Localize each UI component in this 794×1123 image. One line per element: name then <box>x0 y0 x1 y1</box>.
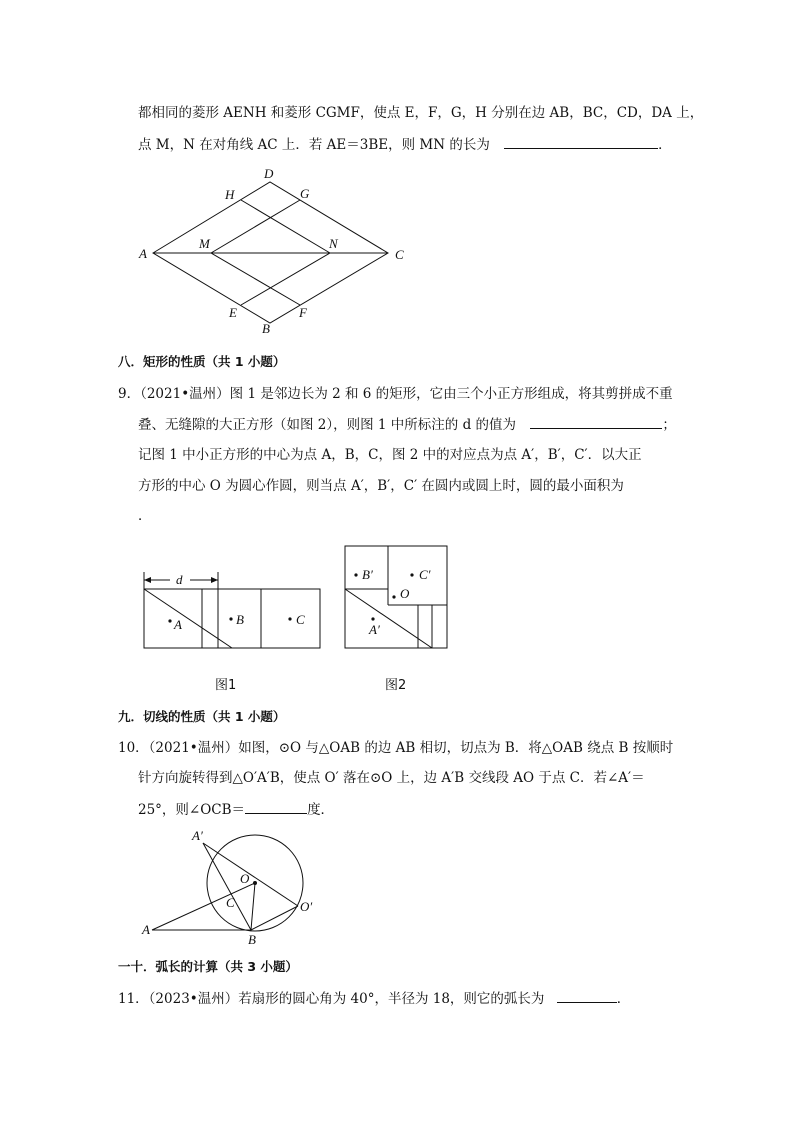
q11-text-body: 11．（2023•温州）若扇形的圆心角为 40°，半径为 18，则它的弧长为 <box>118 991 545 1007</box>
label-b: B <box>262 321 270 336</box>
q10-answer-blank[interactable] <box>245 799 307 814</box>
fig1-label-b: B <box>236 612 244 627</box>
label-d: D <box>264 166 274 181</box>
center-dot-b-prime <box>354 573 357 576</box>
figure-2-caption: 图2 <box>385 678 407 693</box>
label-a: A <box>139 246 147 261</box>
q8-text-line1: 都相同的菱形 AENH 和菱形 CGMF，使点 E，F，G，H 分别在边 AB，BC，CD，DA 上， <box>138 105 704 121</box>
label-d-dimension: d <box>176 572 183 587</box>
q10-label-c: C <box>226 895 235 910</box>
fig1-label-c: C <box>296 612 305 627</box>
arrowhead-right <box>211 577 218 583</box>
center-dot-c-prime <box>410 573 413 576</box>
segment-ao <box>152 883 255 930</box>
label-n: N <box>329 236 338 251</box>
label-h: H <box>225 187 235 202</box>
q11-answer-blank[interactable] <box>557 988 617 1003</box>
fig1-label-a: A <box>174 617 182 632</box>
arrowhead-left <box>144 577 151 583</box>
section-heading-10: 一十．弧长的计算（共 3 小题） <box>118 959 298 974</box>
q8-text-end: ． <box>658 137 672 153</box>
q9-text-line2-end: ； <box>662 417 676 433</box>
segment-hn <box>241 200 330 253</box>
q8-text-line2 <box>138 134 672 155</box>
q10-text-line3-end: 度． <box>307 802 335 818</box>
rhombus-abcd <box>153 182 388 323</box>
q9-text-line2 <box>138 414 676 435</box>
q10-label-a: A <box>142 922 150 937</box>
section-heading-8: 八．矩形的性质（共 1 小题） <box>118 354 286 369</box>
label-e: E <box>229 305 237 320</box>
q11-text <box>118 988 630 1009</box>
q10-label-b: B <box>248 932 256 947</box>
q9-text-line2-body: 叠、无缝隙的大正方形（如图 2），则图 1 中所标注的 d 的值为 <box>138 417 517 433</box>
q9-answer-blank-d[interactable] <box>530 414 662 429</box>
q8-text-line2-body: 点 M，N 在对角线 AC 上．若 AE＝3BE，则 MN 的长为 <box>138 137 490 153</box>
label-c: C <box>395 247 404 262</box>
q10-text-line2: 针方向旋转得到△O′A′B，使点 O′ 落在⊙O 上，边 A′B 交线段 AO 于点 C．若∠A′＝ <box>138 770 645 786</box>
fig2-label-c: C′ <box>419 567 431 582</box>
segment-mf <box>211 253 300 305</box>
segment-bo-prime <box>251 906 298 930</box>
q9-text-line5: ． <box>138 508 152 524</box>
circle-o <box>207 835 303 931</box>
q11-text-end: ． <box>616 991 631 1007</box>
section-heading-9: 九．切线的性质（共 1 小题） <box>118 709 286 724</box>
q9-text-line3: 记图 1 中小正方形的中心为点 A，B，C，图 2 中的对应点为点 A′，B′，C′．以大正 <box>138 447 642 463</box>
figure-1-rectangle <box>144 572 320 648</box>
center-dot-o <box>253 881 257 885</box>
center-dot-b <box>229 617 232 620</box>
fig2-label-b: B′ <box>362 567 373 582</box>
figure-2-square <box>345 546 447 648</box>
center-dot-a-prime <box>371 617 374 620</box>
center-dot-a <box>168 619 171 622</box>
q9-text-line1: 9．（2021•温州）图 1 是邻边长为 2 和 6 的矩形，它由三个小正方形组成，将其剪拼成不重 <box>118 386 673 402</box>
segment-a-prime-b <box>203 843 251 930</box>
segment-a-prime-o-prime <box>203 843 298 906</box>
center-dot-o <box>392 595 395 598</box>
segment-mg <box>211 200 300 253</box>
label-m: M <box>199 236 210 251</box>
fig2-label-o: O <box>400 586 410 601</box>
q10-label-o-prime: O′ <box>300 899 313 914</box>
label-g: G <box>300 186 310 201</box>
fig2-label-a: A′ <box>369 622 380 637</box>
q10-text-line1: 10．（2021•温州）如图，⊙O 与△OAB 的边 AB 相切，切点为 B．将△OAB 绕点 B 按顺时 <box>118 740 674 756</box>
figure-1-caption: 图1 <box>215 678 237 693</box>
center-dot-c <box>288 617 291 620</box>
q8-answer-blank[interactable] <box>504 134 658 149</box>
q10-label-a-prime: A′ <box>192 828 203 843</box>
label-f: F <box>299 305 307 320</box>
q9-text-line4: 方形的中心 O 为圆心作圆，则当点 A′，B′，C′ 在圆内或圆上时，圆的最小面积为 <box>138 478 624 494</box>
q10-label-o: O <box>240 871 250 886</box>
q10-text-line3 <box>138 799 334 820</box>
segment-ne <box>241 253 330 305</box>
q10-text-line3-body: 25°，则∠OCB＝ <box>138 802 246 818</box>
segment-ob <box>251 883 255 930</box>
